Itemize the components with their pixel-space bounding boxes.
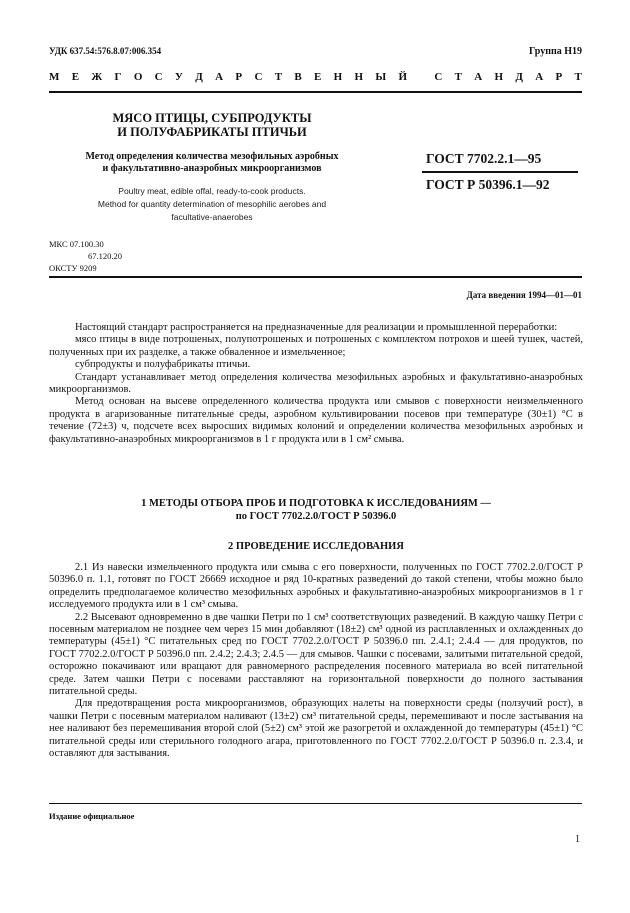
banner-letter: А bbox=[215, 71, 224, 83]
banner-letter: А bbox=[474, 71, 483, 83]
banner-letter: М bbox=[49, 71, 60, 83]
banner-letter: С bbox=[254, 71, 263, 83]
banner-letter: Н bbox=[354, 71, 364, 83]
mks-code-1: МКС 07.100.30 bbox=[49, 239, 104, 249]
banner-letter: Е bbox=[71, 71, 80, 83]
mks-code-2: 67.120.20 bbox=[88, 251, 122, 261]
section-1-line-1: 1 МЕТОДЫ ОТБОРА ПРОБ И ПОДГОТОВКА К ИССЛЕДОВАНИЯМ — bbox=[141, 498, 491, 509]
footer-rule bbox=[49, 803, 582, 804]
udk-code: УДК 637.54:576.8.07:006.354 bbox=[49, 46, 162, 56]
banner-rule bbox=[49, 91, 582, 93]
banner-letter: В bbox=[294, 71, 302, 83]
section-1-line-2: по ГОСТ 7702.2.0/ГОСТ Р 50396.0 bbox=[235, 511, 397, 522]
banner-letter: Р bbox=[555, 71, 563, 83]
gost-code-1: ГОСТ 7702.2.1—95 bbox=[426, 151, 542, 166]
banner-letter: Н bbox=[333, 71, 343, 83]
banner-letter bbox=[419, 71, 422, 83]
header-rule bbox=[49, 276, 582, 278]
subtitle-line-2: и факультативно-анаэробных микроорганизмов bbox=[102, 163, 322, 174]
title-line-2: И ПОЛУФАБРИКАТЫ ПТИЧЬИ bbox=[117, 125, 307, 139]
banner-letter: Г bbox=[114, 71, 122, 83]
intro-text bbox=[49, 322, 583, 446]
banner-letter: Р bbox=[235, 71, 243, 83]
banner-letter: Й bbox=[398, 71, 408, 83]
banner-letter: С bbox=[434, 71, 443, 83]
banner-letter: У bbox=[174, 71, 183, 83]
english-line-3: facultative-anaerobes bbox=[171, 212, 253, 222]
paragraph-2-2: 2.2 Высевают одновременно в две чашки Петри по 1 см³ соответствующих разведений. В каждую чашку Петри с посевным материалом не позднее чем через 15 мин добавляют (18±2) см³ одной из расплавленных и охлажденных до температуры (45±1) °С питательных сред по ГОСТ 7702.2.0/ГОСТ Р 50396.0 пп. 2.4.1; 2.4.4 — для продуктов, по ГОСТ 7702.2.0/ГОСТ Р 50396.0 пп. 2.4.2; 2.4.3; 2.4.5 — для смывов. Чашки с посевами, залитыми питательной средой, осторожно покачивают или вращают для равномерного распределения посевного материала во всей питательной среде. Затем чашки Петри с посевами расставляют на горизонтальной поверхности до полного застывания питательной среды. bbox=[49, 611, 583, 698]
banner-letter: С bbox=[154, 71, 163, 83]
banner-letter: Е bbox=[313, 71, 322, 83]
page-number: 1 bbox=[575, 834, 580, 845]
title-line-1: МЯСО ПТИЦЫ, СУБПРОДУКТЫ bbox=[112, 111, 312, 125]
section-2-heading: 2 ПРОВЕДЕНИЕ ИССЛЕДОВАНИЯ bbox=[228, 541, 404, 552]
intro-paragraph-2: мясо птицы в виде потрошеных, полупотрошеных и потрошеных с комплектом потрохов и шеей тушек, частей, полученных при их разделке, а также обваленное и измельченное; bbox=[49, 334, 583, 358]
banner-letter: Д bbox=[515, 71, 523, 83]
intro-paragraph-4: Стандарт устанавливает метод определения количества мезофильных аэробных и факультативно-анаэробных микроорганизмов. bbox=[49, 371, 583, 396]
gost-code-box bbox=[422, 147, 578, 197]
banner-letter: Ж bbox=[91, 71, 103, 83]
section-2-text bbox=[49, 562, 583, 761]
gost-code-2: ГОСТ Р 50396.1—92 bbox=[426, 177, 550, 192]
english-line-2: Method for quantity determination of mesophilic aerobes and bbox=[97, 199, 327, 209]
banner-letter: Т bbox=[454, 71, 462, 83]
intro-paragraph-3: субпродукты и полуфабрикаты птичьи. bbox=[75, 359, 251, 371]
subtitle-block bbox=[44, 151, 380, 175]
standard-banner bbox=[49, 71, 582, 83]
section-1-heading bbox=[49, 497, 583, 523]
english-title bbox=[44, 185, 380, 224]
banner-letter: А bbox=[535, 71, 544, 83]
subtitle-line-1: Метод определения количества мезофильных аэробных bbox=[85, 151, 339, 162]
intro-paragraph-1: Настоящий стандарт распространяется на предназначенные для реализации и промышленной переработки: bbox=[75, 322, 558, 333]
banner-letter: Д bbox=[195, 71, 203, 83]
introduction-date: Дата введения 1994—01—01 bbox=[466, 290, 582, 300]
banner-letter: Т bbox=[574, 71, 582, 83]
banner-letter: О bbox=[133, 71, 143, 83]
intro-paragraph-5: Метод основан на высеве определенного количества продукта или смывов с поверхности неизмельченного продукта в агаризованные питательные среды, аэробном культивировании посевов при температуре (30±1) °С в течение (72±3) ч, подсчете всех выросших видимых колоний и определении количества мезофильных аэробных и факультативно-анаэробных микроорганизмов в 1 г продукта или в 1 см² смыва. bbox=[49, 396, 583, 445]
okstu-code: ОКСТУ 9209 bbox=[49, 263, 97, 273]
paragraph-2-3: Для предотвращения роста микроорганизмов, образующих налеты на поверхности среды (ползучий рост), в чашки Петри с посевным материалом наливают (13±2) см³ питательной среды, перемешивают и после застывания на нее наливают без перемешивания второй слой (5±2) см³ этой же разогретой и охлажденной до температуры (45±1) °С питательной среды или стерильного голодного агара, приготовленного по ГОСТ 7702.2.0/ГОСТ Р 50396.0 п. 2.3.4, и оставляют для застывания. bbox=[49, 698, 583, 760]
paragraph-2-1: 2.1 Из навески измельченного продукта или смыва с его поверхности, полученных по ГОСТ 7702.2.0/ГОСТ Р 50396.0 п. 1.1, готовят по ГОСТ 26669 исходное и ряд 10-кратных разведений до такой степени, чтобы можно было определить предполагаемое количество мезофильных аэробных и факультативно-анаэробных микроорганизмов в 1 г исследуемого продукта или в 1 см³ смыва. bbox=[49, 562, 583, 611]
banner-letter: Т bbox=[274, 71, 283, 83]
banner-letter: Ы bbox=[375, 71, 387, 83]
edition-note: Издание официальное bbox=[49, 811, 135, 821]
banner-letter: Н bbox=[494, 71, 504, 83]
title-block bbox=[92, 111, 332, 139]
english-line-1: Poultry meat, edible offal, ready-to-cook products. bbox=[118, 186, 306, 196]
group-code: Группа H19 bbox=[529, 46, 582, 57]
